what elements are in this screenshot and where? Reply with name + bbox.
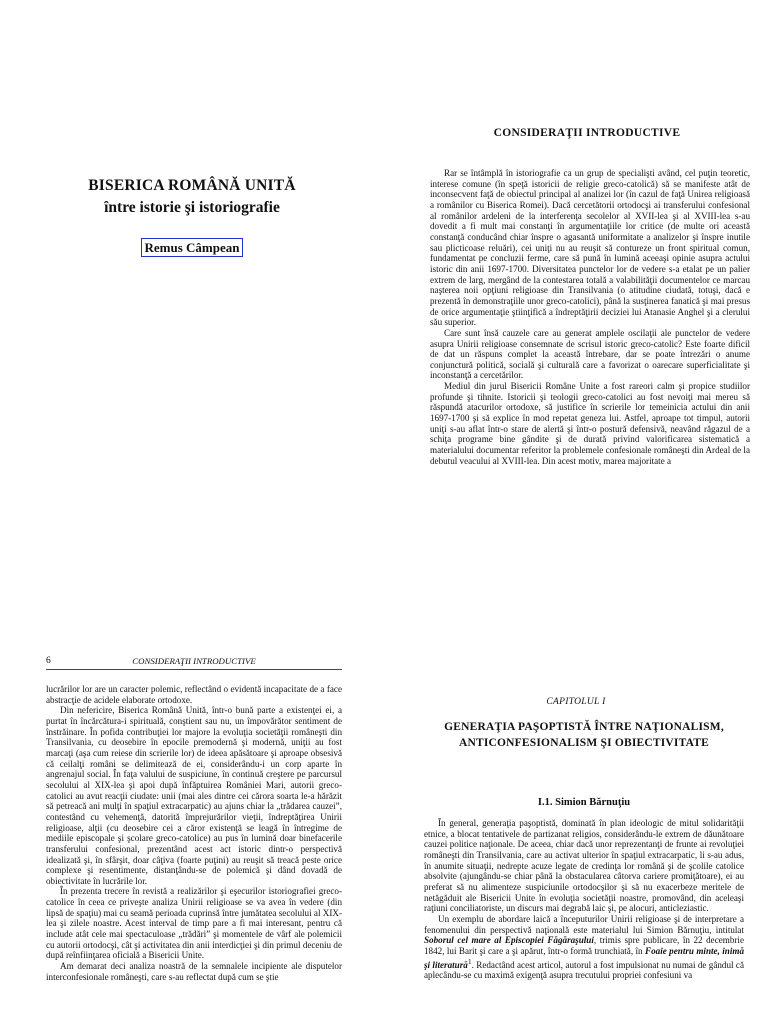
paragraph: În general, generaţia paşoptistă, dominată în plan ideologic de mitul solidarităţii etnice, a blocat tentativele de partizanat religios, considerându-le extrem de dăunătoare cauzei politice naţionale. De aceea, chiar dacă unor reprezentanţi de frunte ai revoluţiei româneşti din Transilvania, care au activat ulterior în spaţiul extracarpatic, li s-au adus, în anumite situaţii, nedrepte acuze legate de credinţa lor română şi de şcolile catolice absolvite (ajungându-se chiar până la obstacularea câtorva cariere promiţătoare), ei au preferat să nu alimenteze suspiciunile ortodocşilor şi să nu exacerbeze meritele de netăgăduit ale Bisericii Unite în evoluţia societăţii noastre, promovând, din aceleaşi raţiuni conciliatoriste, un discurs mai degrabă laic şi, pe alocuri, anticleziastic. bbox=[424, 818, 744, 914]
chapter-label: CAPITOLUL I bbox=[546, 697, 606, 707]
author-name[interactable]: Remus Câmpean bbox=[141, 238, 244, 257]
journal-title: Foaie pentru minte, inimă şi literatură bbox=[424, 945, 744, 970]
paragraph: Am demarat deci analiza noastră de la semnalele incipiente ale disputelor interconfesionale româneşti, care s-au reflectat după cum se ştie bbox=[46, 961, 342, 982]
book-subtitle: între istorie şi istoriografie bbox=[104, 199, 280, 216]
text-run: Un exemplu de abordare laică a începuturilor Unirii religioase şi de interpretare a fenomenului din perspectivă naţională este materialul lui Simion Bărnuţiu, intitulat bbox=[424, 913, 744, 935]
section-heading: CONSIDERAŢII INTRODUCTIVE bbox=[493, 127, 681, 139]
text-run: . Redactând acest articol, autorul a fost impulsionat nu numai de gândul că aplecându-se cu maximă exigenţă asupra trecutului propriei confesiuni va bbox=[424, 959, 744, 981]
paragraph: lucrărilor lor are un caracter polemic, reflectând o evidentă incapacitate de a face abstracţie de acidele elaborate ortodoxe. bbox=[46, 684, 342, 705]
text-run: , trimis spre publicare, în 22 decembrie 1842, lui Barit şi care a şi apărut, într-o formă trunchiată, în bbox=[424, 935, 744, 956]
paragraph: Mediul din jurul Bisericii Române Unite a fost rareori calm şi propice studiilor profunde şi tihnite. Istoricii şi teologii greco-catolici au fost nevoiţi mai mereu să răspundă atacurilor ortodoxe, să justifice în scrierile lor temeinicia actului din anii 1697-1700 şi să explice în mod repetat geneza lui. Astfel, aproape tot timpul, autorii uniţi s-au aflat într-o stare de alertă şi într-o postură defensivă, neavând răgazul de a schiţa programe bine gândite şi de durată privind valorificarea sistematică a materialului documentar referitor la problemele confesionale româneşti din Ardeal de la debutul veacului al XVIII-lea. Din acest motiv, marea majoritate a bbox=[430, 381, 750, 466]
book-title: BISERICA ROMÂNĂ UNITĂ bbox=[88, 177, 296, 194]
paragraph: Din nefericire, Biserica Română Unită, într-o bună parte a existenţei ei, a purtat în încărcătura-i spirituală, conştient sau nu, un împovărător sentiment de înstrăinare. În pofida contribuţiei lor majore la evoluţia societăţii româneşti din Transilvania, cu deosebire în epocile premodernă şi modernă, uniţii au fost marcaţi (aşa cum reiese din scrierile lor) de ideea apăsătoare şi aproape obsesivă că ceilalţi români se delimitează de ei, considerându-i un corp aparte în angrenajul social. În faţa valului de suspiciune, în continuă creştere pe parcursul secolului al XIX-lea şi apoi după înfăptuirea României Mari, autorii greco-catolici au avut reacţii ciudate: unii (mai ales dintre cei cărora soarta le-a hărăzit să petreacă ani mulţi în spaţiul extracarpatic) au ajuns chiar la „trădarea cauzei”, contestând cu vehemenţă, datorită împrejurărilor vieţii, îndreptăţirea Unirii religioase, alţii (cu deosebire cei a căror existenţă se leagă în întregime de mediile episcopale şi şcolare greco-catolice) au pus în lumină doar binefacerile transferului confesional, prezentând acest act istoric dintr-o perspectivă idealizată şi, în sfârşit, doar câţiva (foarte puţini) au reuşit să treacă peste orice complexe şi resentimente, distanţându-se de polemică şi dând dovadă de obiectivitate în lucrările lor. bbox=[46, 705, 342, 886]
body-text bbox=[46, 684, 342, 1024]
body-text bbox=[430, 168, 750, 512]
subsection-heading: I.1. Simion Bărnuţiu bbox=[537, 797, 631, 808]
body-text bbox=[424, 818, 744, 1024]
page-six bbox=[0, 512, 384, 1024]
paragraph: În prezenta trecere în revistă a realizărilor şi eşecurilor istoriografiei greco-catolice în ceea ce priveşte analiza Unirii religioase se va avea în vedere (din lipsă de spaţiu) mai cu seamă perioada cuprinsă între jumătatea secolului al XIX-lea şi zilele noastre. Acest interval de timp pare a fi mai interesant, pentru că include atât cele mai spectaculoase „trădări” şi momentele de vârf ale polemicii cu autorii ortodocşi, cât şi activitatea din anii interdicţiei şi din primul deceniu de după reînfiinţarea oficială a Bisericii Unite. bbox=[46, 886, 342, 961]
running-head: CONSIDERAŢII INTRODUCTIVE bbox=[132, 656, 256, 666]
work-title: Soborul cel mare al Episcopiei Făgăraşului bbox=[424, 935, 594, 946]
title-page bbox=[0, 0, 384, 512]
footnote-ref[interactable]: 1 bbox=[467, 956, 472, 966]
chapter-title: GENERAŢIA PAŞOPTISTĂ ÎNTRE NAŢIONALISM, ANTICONFESIONALISM ŞI OBIECTIVITATE bbox=[444, 721, 724, 749]
paragraph: Care sunt însă cauzele care au generat amplele oscilaţii ale punctelor de vedere asupra Unirii religioase consemnate de scrisul istoric greco-catolic? Este foarte dificil de dat un răspuns complet la această întrebare, dar se poate întrezări o anume conjunctură politică, socială şi culturală care a favorizat o oarecare superficialitate şi inconstanţă a cercetărilor. bbox=[430, 327, 750, 381]
introduction-page bbox=[384, 0, 768, 512]
author-wrapper bbox=[0, 238, 384, 257]
paragraph bbox=[424, 914, 744, 981]
header-rule bbox=[46, 669, 342, 670]
chapter-one-page bbox=[384, 512, 768, 1024]
page-number: 6 bbox=[46, 656, 51, 666]
paragraph: Rar se întâmplă în istoriografie ca un grup de specialişti având, cel puţin teoretic, interese comune (în speţă istoricii de religie greco-catolică) să se manifeste atât de inconsecvent faţă de obiectul principal al analizei lor (în cazul de faţă Unirea religioasă a românilor cu Biserica Romei). Dacă cercetătorii ortodocşi ai transferului confesional al românilor ardeleni de la interferenţa secolelor al XVII-lea şi al XVIII-lea s-au dovedit a fi mult mai constanţi în argumentaţiile lor critice (de multe ori această constanţă conducând chiar înspre o agasantă uniformitate a analizelor şi înspre inutile sau plicticoase reluări), cei uniţi nu au reuşit să contureze un front spiritual comun, fundamentat pe concluzii ferme, care să pună în lumină aceeaşi opinie asupra actului istoric din anii 1697-1700. Diversitatea punctelor lor de vedere s-a etalat pe un palier extrem de larg, mergând de la contestarea totală a valabilităţii documentelor ce marcau naşterea noii opţiuni religioase din Transilvania (o atitudine ciudată, totuşi, dacă e prezentă în demonstraţiile unor greco-catolici), până la susţinerea fanatică şi mai presus de orice argumentaţie ştiinţifică a îndreptăţirii deciziei lui Atanasie Anghel şi a clerului său superior. bbox=[430, 168, 750, 328]
